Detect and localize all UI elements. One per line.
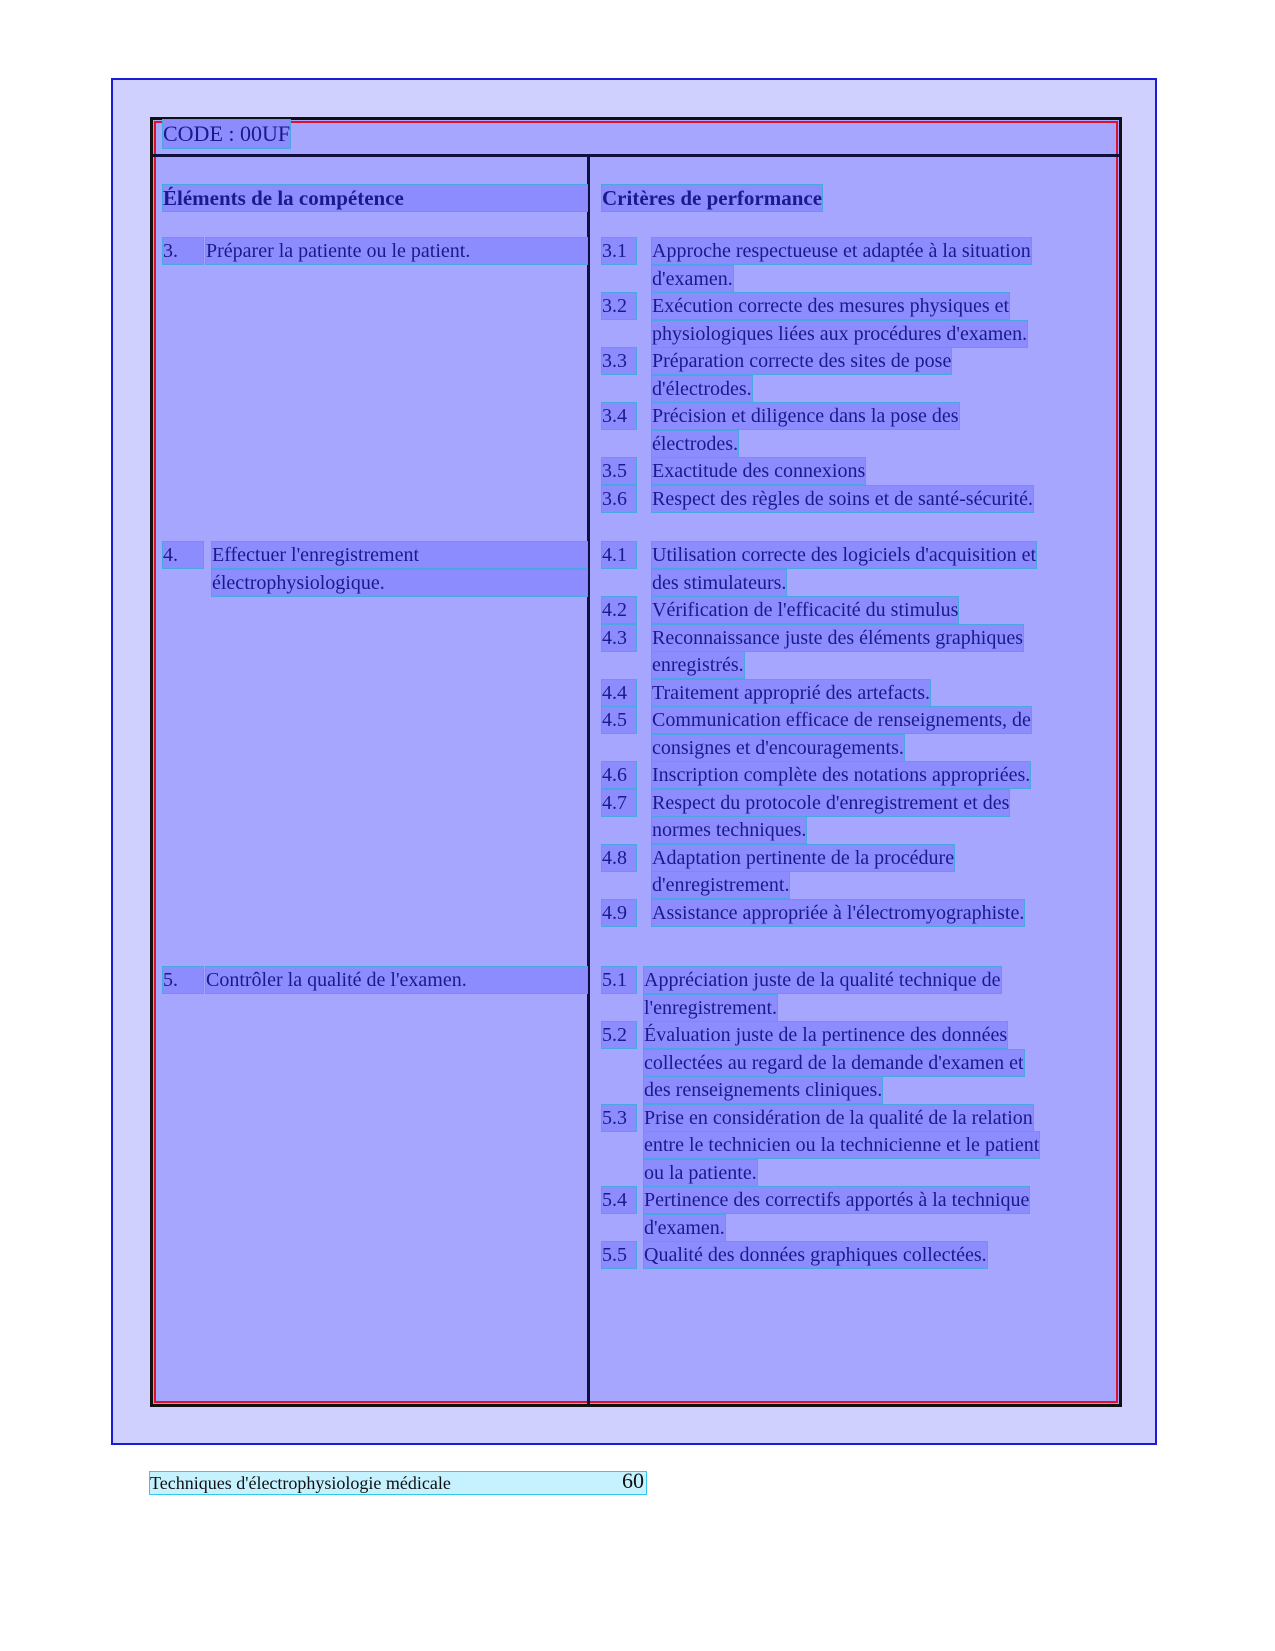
criterion-text-line: Vérification de l'efficacité du stimulus — [652, 599, 959, 621]
element-text-line: Contrôler la qualité de l'examen. — [206, 967, 587, 993]
element-text-line: Effectuer l'enregistrement — [212, 542, 587, 568]
criterion-number: 3.6 — [602, 486, 636, 512]
criterion-text-line: Exactitude des connexions — [652, 460, 866, 482]
criterion-number: 5.4 — [602, 1187, 636, 1213]
criterion-text-line: collectées au regard de la demande d'examen et — [644, 1051, 1024, 1074]
column-divider — [587, 157, 590, 1404]
criterion-text-line: Exécution correcte des mesures physiques et — [652, 295, 1010, 317]
criterion-text-line: Précision et diligence dans la pose des — [652, 405, 959, 427]
criterion-text-line: Reconnaissance juste des éléments graphiques — [652, 626, 1023, 649]
element-text-line: électrophysiologique. — [212, 570, 587, 596]
criterion-number: 5.5 — [602, 1242, 636, 1268]
header-rule — [153, 154, 1119, 157]
criterion-text-line: physiologiques liées aux procédures d'examen. — [652, 322, 1028, 345]
element-number: 5. — [163, 967, 203, 993]
criterion-number: 4.7 — [602, 790, 636, 816]
criterion-number: 3.2 — [602, 293, 636, 319]
criterion-text-line: Adaptation pertinente de la procédure — [652, 846, 955, 869]
element-number: 4. — [163, 542, 203, 568]
criterion-text-line: Préparation correcte des sites de pose — [652, 350, 952, 372]
criterion-text-line: des renseignements cliniques. — [644, 1079, 883, 1101]
criterion-number: 4.4 — [602, 680, 636, 706]
criterion-number: 4.5 — [602, 707, 636, 733]
criterion-text-line: Communication efficace de renseignements, de — [652, 709, 1031, 731]
criterion-number: 3.5 — [602, 458, 636, 484]
code-label: CODE : 00UF — [163, 121, 291, 146]
criterion-text-line: Pertinence des correctifs apportés à la technique — [644, 1189, 1030, 1211]
footer-page-number: 60 — [622, 1468, 644, 1493]
criterion-number: 3.1 — [602, 238, 636, 264]
criterion-text-line: Inscription complète des notations appropriées. — [652, 764, 1031, 786]
criterion-number: 5.1 — [602, 967, 636, 993]
elements-header: Éléments de la compétence — [163, 185, 587, 211]
criterion-number: 5.3 — [602, 1105, 636, 1131]
criterion-text-line: d'examen. — [652, 267, 733, 290]
criterion-text-line: Approche respectueuse et adaptée à la situation — [652, 240, 1031, 262]
criterion-number: 4.9 — [602, 900, 636, 926]
criterion-text-line: Respect du protocole d'enregistrement et des — [652, 791, 1010, 814]
criterion-text-line: d'examen. — [644, 1216, 725, 1239]
criterion-number: 3.3 — [602, 348, 636, 374]
criterion-number: 4.3 — [602, 625, 636, 651]
criterion-text-line: Évaluation juste de la pertinence des données — [644, 1024, 1008, 1046]
criterion-text-line: Assistance appropriée à l'électromyographiste. — [652, 901, 1025, 924]
criterion-text-line: ou la patiente. — [644, 1161, 757, 1184]
criterion-number: 4.2 — [602, 597, 636, 623]
criterion-number: 3.4 — [602, 403, 636, 429]
element-text-line: Préparer la patiente ou le patient. — [206, 238, 587, 264]
criterion-text-line: Traitement approprié des artefacts. — [652, 681, 931, 704]
element-number: 3. — [163, 238, 203, 264]
criterion-text-line: Prise en considération de la qualité de la relation — [644, 1106, 1033, 1129]
criterion-text-line: d'enregistrement. — [652, 874, 790, 896]
criterion-text-line: Qualité des données graphiques collectées. — [644, 1244, 987, 1266]
criterion-text-line: enregistrés. — [652, 654, 744, 676]
footer-title: Techniques d'électrophysiologie médicale — [150, 1472, 646, 1494]
criterion-number: 5.2 — [602, 1022, 636, 1048]
criterion-number: 4.1 — [602, 542, 636, 568]
criterion-text-line: électrodes. — [652, 432, 739, 455]
criterion-text-line: Appréciation juste de la qualité technique de — [644, 969, 1001, 991]
criterion-text-line: entre le technicien ou la technicienne et le patient — [644, 1134, 1040, 1156]
criterion-text-line: Respect des règles de soins et de santé-sécurité. — [652, 487, 1033, 510]
criterion-number: 4.6 — [602, 762, 636, 788]
criterion-text-line: Utilisation correcte des logiciels d'acquisition et — [652, 544, 1037, 566]
criterion-text-line: des stimulateurs. — [652, 571, 787, 594]
criterion-text-line: consignes et d'encouragements. — [652, 736, 904, 759]
criterion-text-line: d'électrodes. — [652, 377, 752, 400]
criteria-header: Critères de performance — [602, 186, 823, 210]
criterion-number: 4.8 — [602, 845, 636, 871]
criterion-text-line: normes techniques. — [652, 819, 807, 841]
criterion-text-line: l'enregistrement. — [644, 996, 777, 1019]
